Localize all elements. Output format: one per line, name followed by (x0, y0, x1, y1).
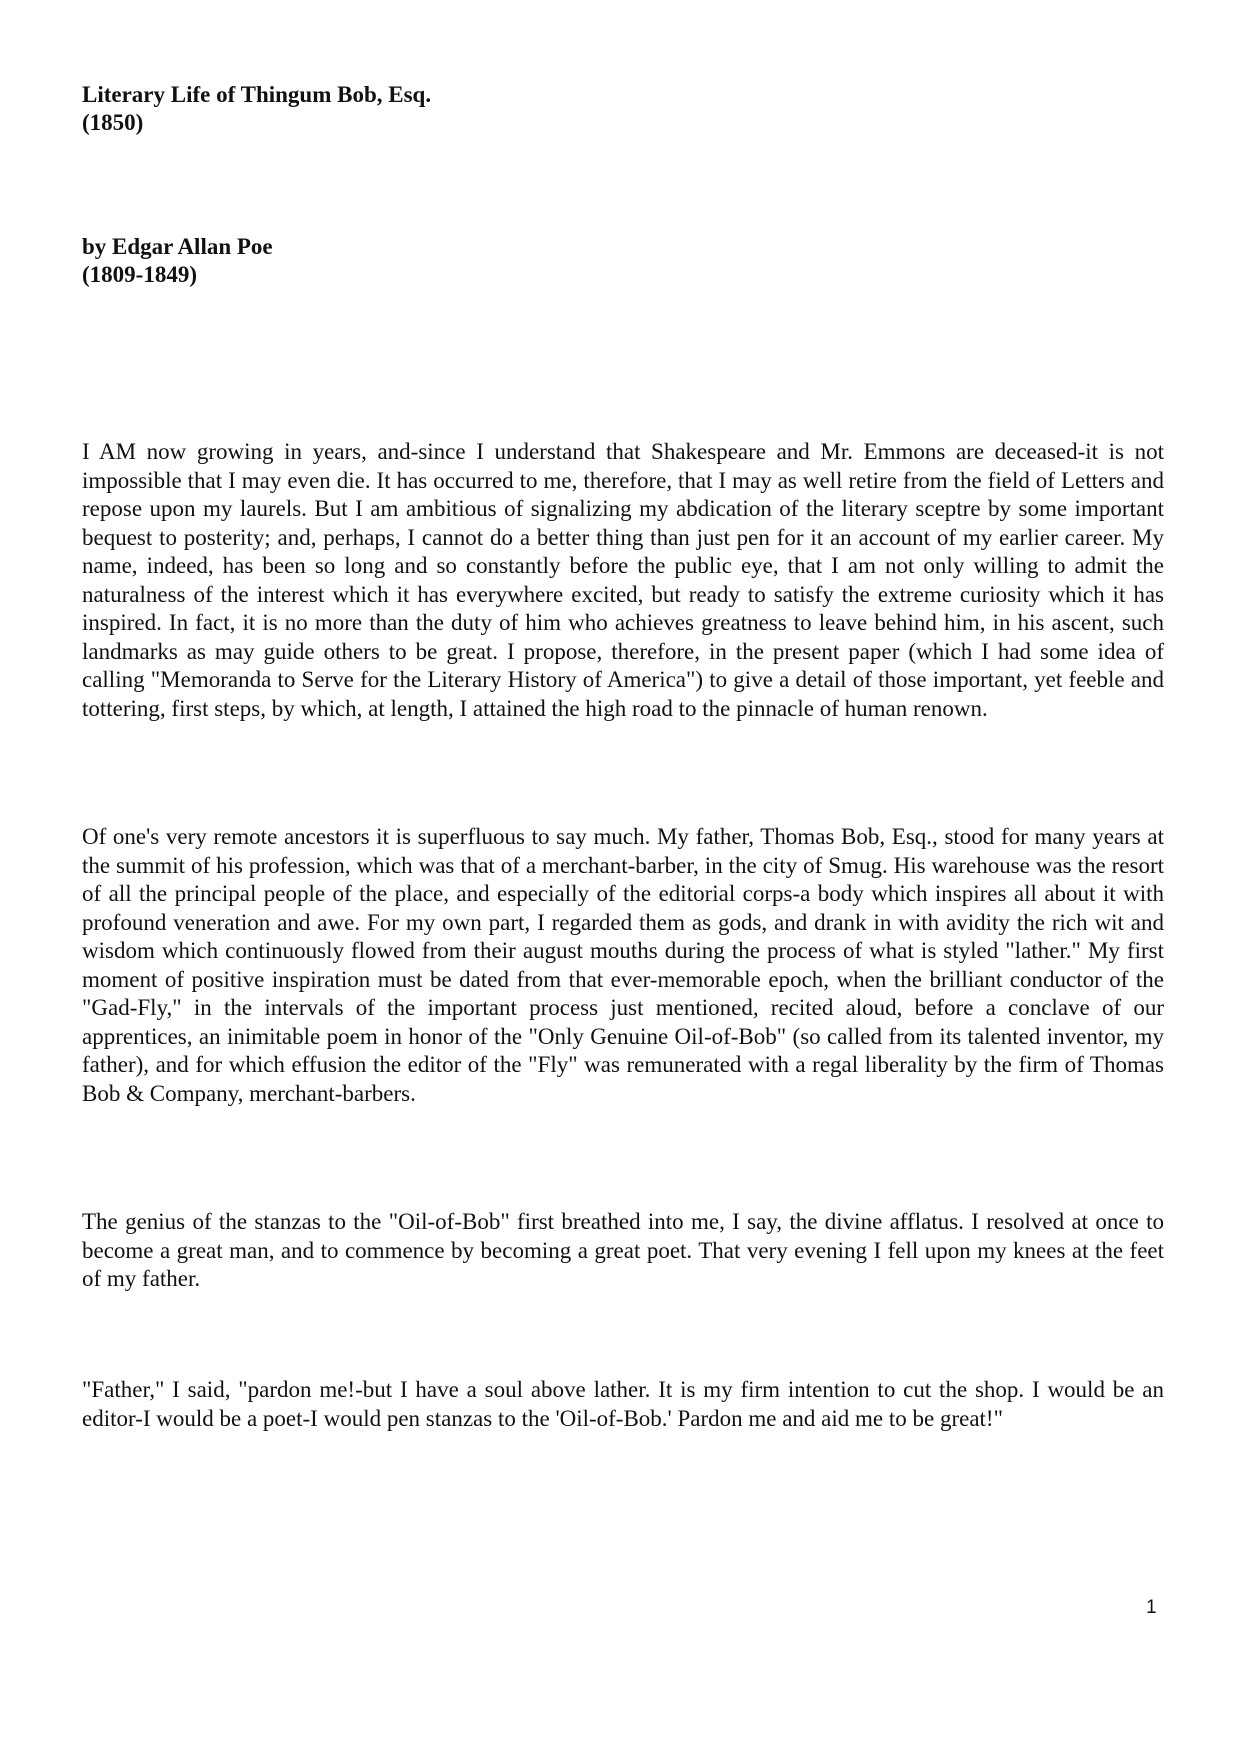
page-number: 1 (1146, 1597, 1157, 1618)
paragraph-3: The genius of the stanzas to the "Oil-of-Bob" first breathed into me, I say, the divine afflatus. I resolved at once to become a great man, and to commence by becoming a great poet. That very evening I fell upon my knees at the feet of my father. (82, 1209, 1164, 1291)
paragraph-4: "Father," I said, "pardon me!-but I have a soul above lather. It is my firm intention to cut the shop. I would be an editor-I would be a poet-I would pen stanzas to the 'Oil-of-Bob.' Pardon me and aid me to be great!" (82, 1377, 1164, 1431)
document-title: Literary Life of Thingum Bob, Esq. (82, 82, 432, 107)
author-name: by Edgar Allan Poe (82, 234, 273, 259)
author-lifespan: (1809-1849) (82, 262, 197, 287)
title-block (82, 81, 431, 137)
paragraph-2: Of one's very remote ancestors it is superfluous to say much. My father, Thomas Bob, Esq., stood for many years at the summit of his profession, which was that of a merchant-barber, in the city of Smug. His warehouse was the resort of all the principal people of the place, and especially of the editorial corps-a body which inspires all about it with profound veneration and awe. For my own part, I regarded them as gods, and drank in with avidity the rich wit and wisdom which continuously flowed from their august mouths during the process of what is styled "lather." My first moment of positive inspiration must be dated from that ever-memorable epoch, when the brilliant conductor of the "Gad-Fly," in the intervals of the important process just mentioned, recited aloud, before a conclave of our apprentices, an inimitable poem in honor of the "Only Genuine Oil-of-Bob" (so called from its talented inventor, my father), and for which effusion the editor of the "Fly" was remunerated with a regal liberality by the firm of Thomas Bob & Company, merchant-barbers. (82, 824, 1164, 1106)
author-block (82, 233, 273, 289)
publication-year: (1850) (82, 110, 144, 135)
paragraph-1: I AM now growing in years, and-since I understand that Shakespeare and Mr. Emmons are deceased-it is not impossible that I may even die. It has occurred to me, therefore, that I may as well retire from the field of Letters and repose upon my laurels. But I am ambitious of signalizing my abdication of the literary sceptre by some important bequest to posterity; and, perhaps, I cannot do a better thing than just pen for it an account of my earlier career. My name, indeed, has been so long and so constantly before the public eye, that I am not only willing to admit the naturalness of the interest which it has everywhere excited, but ready to satisfy the extreme curiosity which it has inspired. In fact, it is no more than the duty of him who achieves greatness to leave behind him, in his ascent, such landmarks as may guide others to be great. I propose, therefore, in the present paper (which I had some idea of calling "Memoranda to Serve for the Literary History of America") to give a detail of those important, yet feeble and tottering, first steps, by which, at length, I attained the high road to the pinnacle of human renown. (82, 439, 1164, 721)
